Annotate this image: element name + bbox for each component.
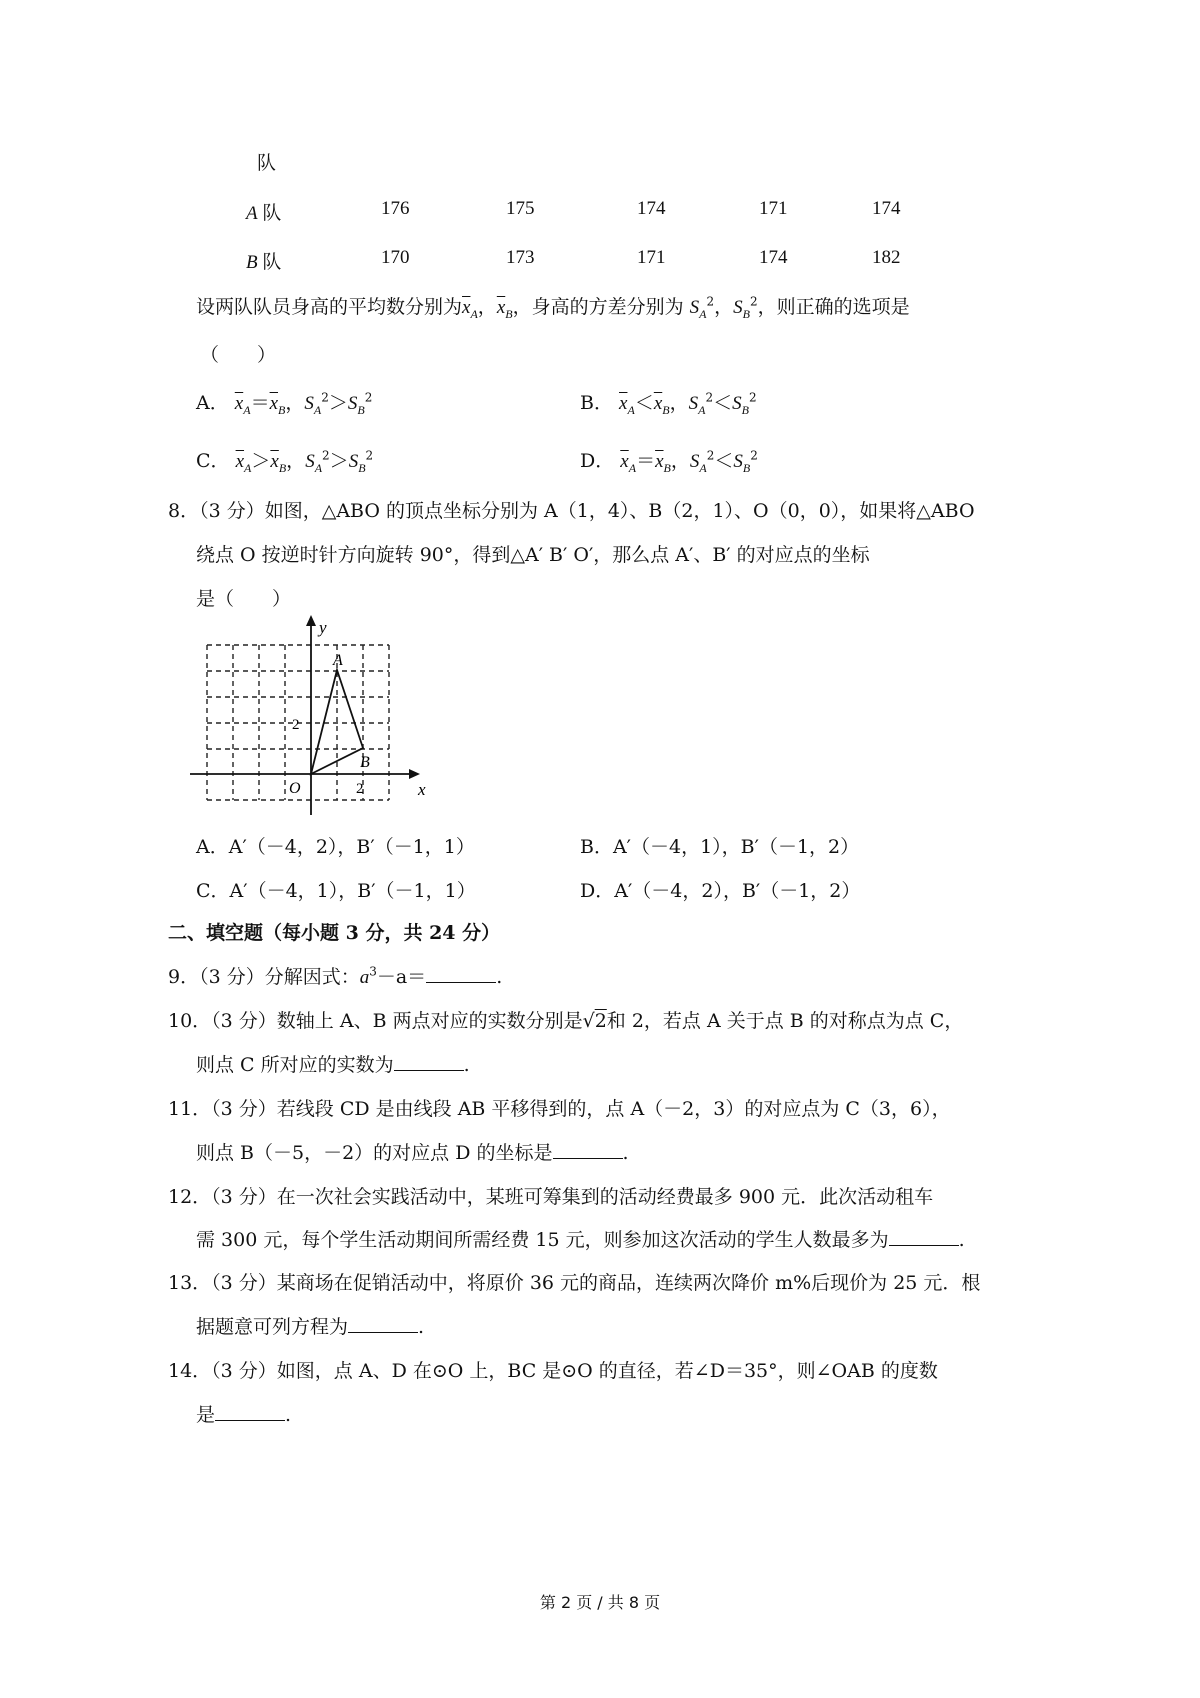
q7-paren: （ ）: [200, 344, 277, 366]
q14-line2: 是 .: [196, 1404, 292, 1426]
table-row-label-b: B 队: [246, 252, 282, 273]
section-title: 二、填空题（每小题 3 分，共 24 分）: [168, 922, 501, 944]
answer-blank[interactable]: [348, 1314, 418, 1333]
q12-line2: 需 300 元，每个学生活动期间所需经费 15 元，则参加这次活动的学生人数最多为 .: [196, 1229, 965, 1251]
table-cell: 182: [872, 247, 901, 268]
q11-line2: 则点 B（－5，－2）的对应点 D 的坐标是 .: [196, 1142, 629, 1164]
q7-option-d[interactable]: D． $\overline{x}_A=\overline{x}_B$，$S_A^2<S_B^2$: [580, 448, 758, 475]
q8-option-d[interactable]: D．A′（－4，2），B′（－1，2）: [580, 880, 861, 902]
q14-line1: 14．（3 分）如图，点 A、D 在⊙O 上，BC 是⊙O 的直径，若∠D＝35°，则∠OAB 的度数: [168, 1360, 938, 1382]
q8-option-b[interactable]: B．A′（－4，1），B′（－1，2）: [580, 836, 860, 858]
table-cell: 173: [506, 247, 535, 268]
q7-option-c[interactable]: C． $\overline{x}_A>\overline{x}_B$，$S_A^2>S_B^2$: [196, 448, 374, 475]
q7-stem: 设两队队员身高的平均数分别为$\overline{x}_A$，$\overline{x}_B$，身高的方差分别为 $S_A^2$，$S_B^2$，则正确的选项是: [196, 294, 910, 321]
table-row-label-a: A 队: [246, 203, 282, 224]
q8-option-a[interactable]: A．A′（－4，2），B′（－1，1）: [196, 836, 475, 858]
q8-line2: 绕点 O 按逆时针方向旋转 90°，得到△A′ B′ O′，那么点 A′、B′ 的对应点的坐标: [196, 544, 870, 566]
page-footer: 第 2 页 / 共 8 页: [539, 1593, 661, 1612]
table-cell: 174: [872, 198, 901, 219]
answer-blank[interactable]: [426, 964, 496, 983]
graph-point-b: B: [360, 754, 370, 771]
q8-line1: 8．（3 分）如图，△ABO 的顶点坐标分别为 A（1，4）、B（2，1）、O（0，0），如果将△ABO: [168, 500, 975, 522]
answer-blank[interactable]: [394, 1052, 464, 1071]
graph-tick-y: 2: [292, 717, 300, 733]
answer-blank[interactable]: [553, 1140, 623, 1159]
answer-blank[interactable]: [215, 1402, 285, 1421]
table-cell: 171: [637, 247, 666, 268]
q13-line2: 据题意可列方程为 .: [196, 1316, 425, 1338]
q12-line1: 12．（3 分）在一次社会实践活动中，某班可筹集到的活动经费最多 900 元．此次活动租车: [168, 1186, 934, 1208]
table-cell: 174: [759, 247, 788, 268]
q8-line3: 是（ ）: [196, 588, 292, 610]
graph-point-a: A: [333, 652, 343, 669]
table-header: 队: [257, 153, 277, 174]
q7-option-b[interactable]: B． $\overline{x}_A<\overline{x}_B$，$S_A^2<S_B^2$: [580, 390, 757, 417]
q10-line1: 10．（3 分）数轴上 A、B 两点对应的实数分别是√2和 2，若点 A 关于点 B 的对称点为点 C，: [168, 1010, 964, 1032]
q13-line1: 13．（3 分）某商场在促销活动中，将原价 36 元的商品，连续两次降价 m%后现价为 25 元．根: [168, 1272, 981, 1294]
q8-option-c[interactable]: C．A′（－4，1），B′（－1，1）: [196, 880, 476, 902]
graph-tick-x: 2: [356, 781, 364, 797]
graph-origin: O: [289, 780, 301, 797]
answer-blank[interactable]: [889, 1227, 959, 1246]
q8-graph: [190, 615, 435, 815]
q10-line2: 则点 C 所对应的实数为 .: [196, 1054, 470, 1076]
table-cell: 171: [759, 198, 788, 219]
q7-option-a[interactable]: A． $\overline{x}_A=\overline{x}_B$，$S_A^2>S_B^2$: [196, 390, 373, 417]
q11-line1: 11．（3 分）若线段 CD 是由线段 AB 平移得到的，点 A（－2，3）的对应点为 C（3，6），: [168, 1098, 951, 1120]
graph-x-label: x: [418, 780, 426, 799]
table-cell: 175: [506, 198, 535, 219]
graph-y-label: y: [319, 618, 327, 637]
table-cell: 170: [381, 247, 410, 268]
table-cell: 174: [637, 198, 666, 219]
sqrt-symbol: √2: [582, 1010, 607, 1032]
table-cell: 176: [381, 198, 410, 219]
q9: 9．（3 分）分解因式：$a^3-a=$ .: [168, 964, 503, 988]
